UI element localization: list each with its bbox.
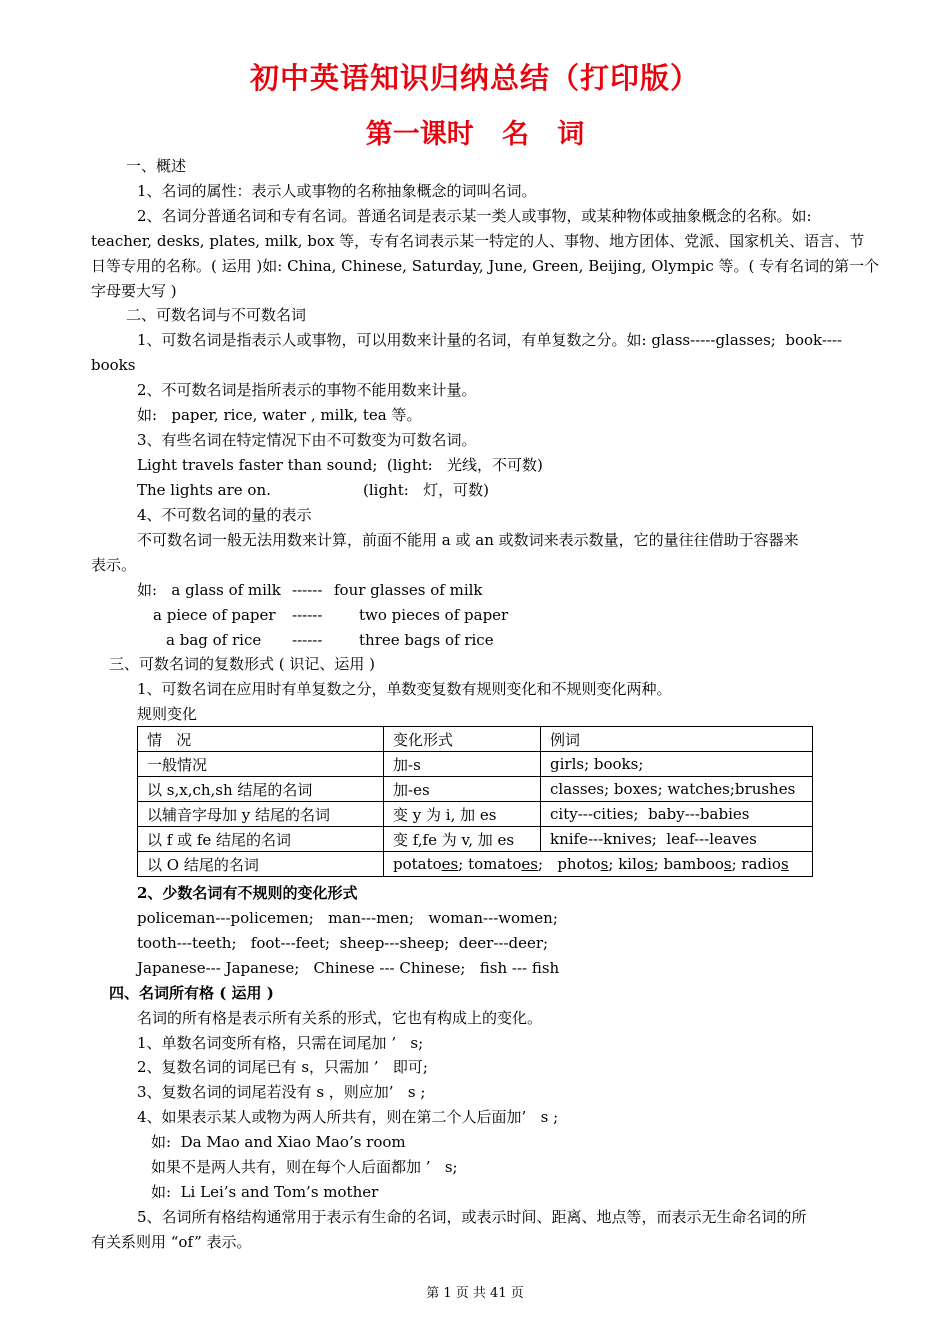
- table-cell: 加-es: [384, 777, 541, 802]
- example-word-stem: photo: [557, 855, 601, 873]
- irregular-examples: Japanese--- Japanese; Chinese --- Chinese; fish --- fish: [137, 959, 560, 977]
- table-cell: 一般情况: [138, 752, 384, 777]
- paragraph: 4、不可数名词的量的表示: [137, 506, 312, 524]
- paragraph: 1、可数名词是指表示人或事物，可以用数来计量的名词，有单复数之分。如: glass-----glasses; book----: [137, 331, 843, 349]
- paragraph: 表示。: [91, 556, 137, 574]
- example-singular: a piece of paper: [153, 606, 276, 624]
- example-dash: ------: [292, 606, 323, 624]
- example-plural: three bags of rice: [359, 631, 494, 649]
- table-cell-o-examples: potatoes; tomatoes; photos; kilos; bamboos; radios: [384, 852, 813, 877]
- table-cell: 变 y 为 i, 加 es: [384, 802, 541, 827]
- section-heading-overview: 一、概述: [126, 157, 187, 175]
- example-line: The lights are on.: [137, 481, 271, 499]
- example-singular: a bag of rice: [166, 631, 262, 649]
- example-line: 如: Li Lei’s and Tom’s mother: [151, 1183, 379, 1201]
- section-heading-possessive: 四、名词所有格 ( 运用 ): [109, 984, 274, 1002]
- paragraph: 不可数名词一般无法用数来计算，前面不能用 a 或 an 或数词来表示数量，它的量往往借助于容器来: [137, 531, 799, 549]
- paragraph: books: [91, 356, 136, 374]
- plural-rules-table: [137, 726, 813, 877]
- table-row: [138, 752, 813, 777]
- example-word-suffix: s: [780, 855, 789, 873]
- table-row: [138, 802, 813, 827]
- example-line: 如: Da Mao and Xiao Mao’s room: [151, 1133, 406, 1151]
- example-word-stem: tomato: [468, 855, 522, 873]
- page-footer: 第 1 页 共 41 页: [426, 1286, 524, 1301]
- paragraph: 2、复数名词的词尾已有 s，只需加 ’ 即可;: [137, 1058, 428, 1076]
- paragraph: 3、有些名词在特定情况下由不可数变为可数名词。: [137, 431, 477, 449]
- table-row: [138, 827, 813, 852]
- example-word-stem: radio: [741, 855, 781, 873]
- example-word-stem: potato: [393, 855, 442, 873]
- section-heading-countable: 二、可数名词与不可数名词: [126, 306, 307, 324]
- paragraph-irregular: 2、少数名词有不规则的变化形式: [137, 884, 358, 902]
- table-header-cell: 例词: [541, 727, 813, 752]
- example-line: 如果不是两人共有，则在每个人后面都加 ’ s;: [151, 1158, 458, 1176]
- paragraph: 3、复数名词的词尾若没有 s ，则应加’ s ;: [137, 1083, 426, 1101]
- example-word-suffix: es: [521, 855, 538, 873]
- table-caption: 规则变化: [137, 705, 198, 723]
- table-cell: girls; books;: [541, 752, 813, 777]
- table-cell: knife---knives; leaf---leaves: [541, 827, 813, 852]
- table-row: [138, 777, 813, 802]
- paragraph: teacher, desks, plates, milk, box 等，专有名词表示某一特定的人、事物、地方团体、党派、国家机关、语言、节: [91, 232, 865, 250]
- table-cell: 以辅音字母加 y 结尾的名词: [138, 802, 384, 827]
- example-plural: two pieces of paper: [359, 606, 509, 624]
- table-cell: 以 s,x,ch,sh 结尾的名词: [138, 777, 384, 802]
- table-cell: classes; boxes; watches;brushes: [541, 777, 813, 802]
- irregular-examples: tooth---teeth; foot---feet; sheep---sheep; deer---deer;: [137, 934, 549, 952]
- table-cell: 以 f 或 fe 结尾的名词: [138, 827, 384, 852]
- table-row: [138, 852, 813, 877]
- table-cell: 加-s: [384, 752, 541, 777]
- paragraph: 1、名词的属性：表示人或事物的名称抽象概念的词叫名词。: [137, 182, 537, 200]
- table-cell: 变 f,fe 为 v, 加 es: [384, 827, 541, 852]
- example-line: Light travels faster than sound; (light: 光线，不可数): [137, 456, 543, 474]
- table-header-row: [138, 727, 813, 752]
- example-line: 如: paper, rice, water , milk, tea 等。: [137, 406, 422, 424]
- example-word-suffix: s: [723, 855, 732, 873]
- paragraph: 1、可数名词在应用时有单复数之分，单数变复数有规则变化和不规则变化两种。: [137, 680, 672, 698]
- example-dash: ------: [292, 581, 323, 599]
- table-cell: city---cities; baby---babies: [541, 802, 813, 827]
- table-header-cell: 情 况: [138, 727, 384, 752]
- paragraph: 日等专用的名称。( 运用 )如: China, Chinese, Saturday, June, Green, Beijing, Olympic 等。( 专有名词的第一个: [91, 257, 880, 275]
- table-header-cell: 变化形式: [384, 727, 541, 752]
- paragraph: 2、不可数名词是指所表示的事物不能用数来计量。: [137, 381, 477, 399]
- irregular-examples: policeman---policemen; man---men; woman---women;: [137, 909, 558, 927]
- example-word-suffix: s: [600, 855, 609, 873]
- paragraph: 4、如果表示某人或物为两人所共有，则在第二个人后面加’ s ;: [137, 1108, 559, 1126]
- example-word-suffix: es: [441, 855, 459, 873]
- example-word-stem: kilo: [618, 855, 646, 873]
- table-cell: 以 O 结尾的名词: [138, 852, 384, 877]
- lesson-title: 第一课时 名 词: [365, 119, 585, 150]
- example-plural: four glasses of milk: [334, 581, 483, 599]
- paragraph: 5、名词所有格结构通常用于表示有生命的名词，或表示时间、距离、地点等，而表示无生命名词的所: [137, 1208, 807, 1226]
- section-heading-plural: 三、可数名词的复数形式 ( 识记、运用 ): [109, 655, 376, 673]
- example-word-suffix: s: [645, 855, 654, 873]
- paragraph: 名词的所有格是表示所有关系的形式，它也有构成上的变化。: [137, 1009, 543, 1027]
- paragraph: 2、名词分普通名词和专有名词。普通名词是表示某一类人或事物，或某种物体或抽象概念的名称。如:: [137, 207, 812, 225]
- example-dash: ------: [292, 631, 323, 649]
- paragraph: 有关系则用 “of” 表示。: [91, 1233, 252, 1251]
- paragraph: 1、单数名词变所有格，只需在词尾加 ’ s;: [137, 1034, 424, 1052]
- document-title: 初中英语知识归纳总结（打印版）: [249, 61, 700, 95]
- paragraph: 字母要大写 ): [91, 282, 177, 300]
- example-word-stem: bamboo: [663, 855, 724, 873]
- example-note: (light: 灯，可数): [363, 481, 489, 499]
- example-singular: 如: a glass of milk: [137, 581, 281, 599]
